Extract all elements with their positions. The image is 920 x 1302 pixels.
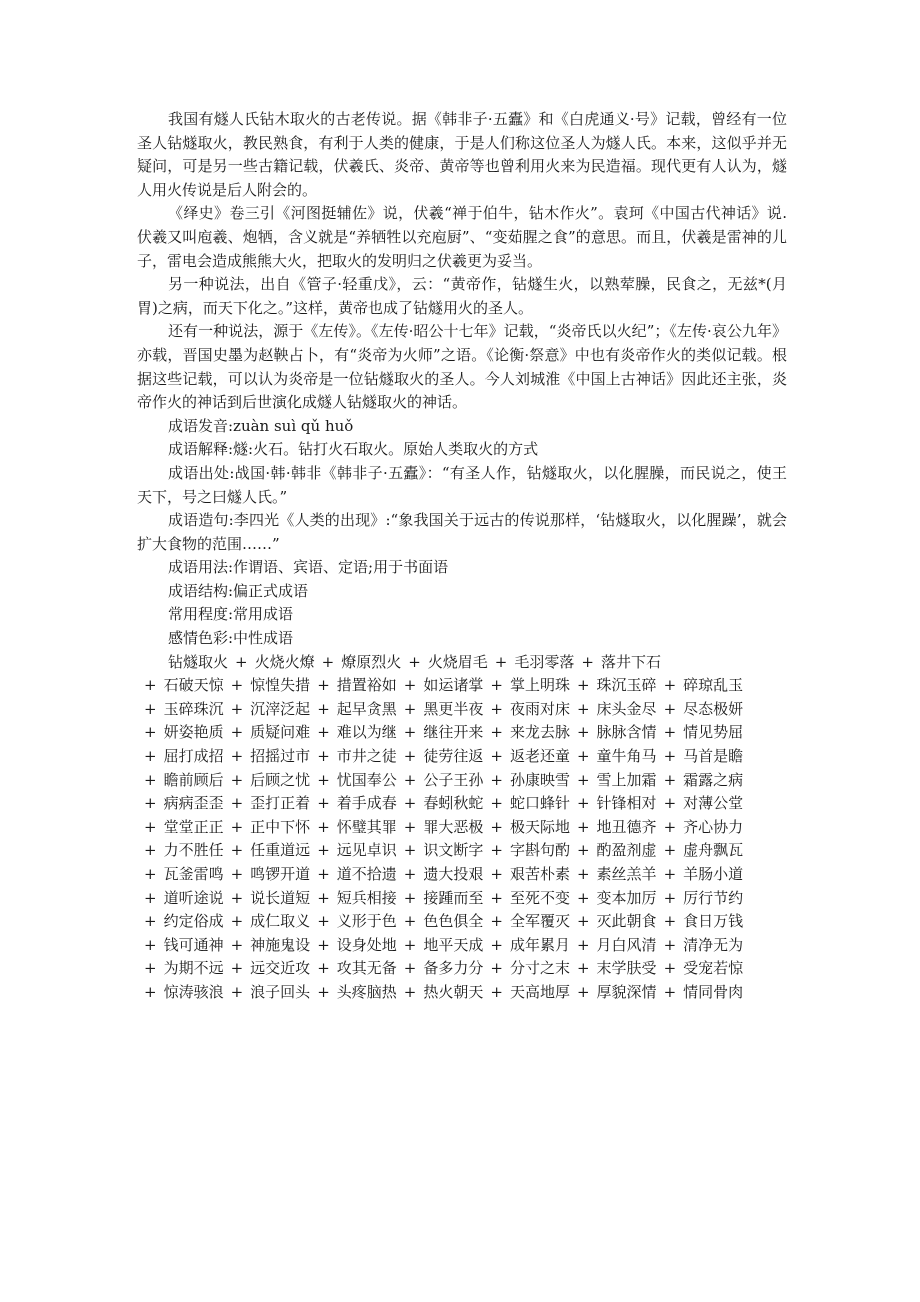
idiom-chain-word: 如运诸掌 <box>423 676 484 695</box>
chain-separator: + <box>144 817 157 836</box>
chain-separator: + <box>576 888 590 907</box>
idiom-chain-word: 后顾之忧 <box>250 770 311 789</box>
idiom-chain-line <box>137 957 787 981</box>
idiom-structure: 成语结构:偏正式成语 <box>168 581 309 600</box>
chain-separator: + <box>490 747 503 766</box>
chain-separator: + <box>663 817 677 836</box>
chain-separator: + <box>144 982 157 1001</box>
chain-separator: + <box>230 817 244 836</box>
chain-separator: + <box>576 723 590 742</box>
idiom-chain-word: 受宠若惊 <box>683 959 744 978</box>
idiom-chain-word: 清净无为 <box>683 935 744 954</box>
idiom-chain-word: 虚舟飘瓦 <box>683 841 744 860</box>
idiom-chain-word: 燎原烈火 <box>341 652 402 671</box>
chain-separator: + <box>403 723 417 742</box>
chain-separator: + <box>576 794 590 813</box>
idiom-chain-word: 黑更半夜 <box>423 699 484 718</box>
paragraph: 《绎史》卷三引《河图挺辅佐》说，伏羲“禅于伯牛，钻木作火”。袁珂《中国古代神话》说.伏羲又叫庖羲、炮牺，含义就是“养牺牲以充庖厨”、“变茹腥之食”的意思。而且，伏羲是雷神的儿子，雷电会造成熊熊大火，把取火的发明归之伏羲更为妥当。 <box>137 204 787 270</box>
chain-separator: + <box>490 770 503 789</box>
chain-separator: + <box>144 959 157 978</box>
idiom-chain-word: 瓦釜雷鸣 <box>163 865 224 883</box>
chain-separator: + <box>317 959 330 978</box>
chain-separator: + <box>317 699 330 718</box>
idiom-chain-word: 任重道远 <box>250 841 311 860</box>
idiom-chain-line <box>137 839 787 863</box>
idiom-chain-word: 病病歪歪 <box>163 794 224 813</box>
chain-separator: + <box>403 770 417 789</box>
idiom-chain-word: 地平天成 <box>423 935 484 954</box>
idiom-chain-word: 厚貌深情 <box>596 982 657 1001</box>
idiom-chain-word: 接踵而至 <box>423 888 484 907</box>
idiom-chain-word: 神施鬼设 <box>250 935 311 954</box>
paragraph: 我国有燧人氏钻木取火的古老传说。据《韩非子·五蠹》和《白虎通义·号》记载，曾经有一位圣人钻燧取火，教民熟食，有利于人类的健康，于是人们称这位圣人为燧人氏。本来，这似乎并无疑问，可是另一些古籍记载，伏羲氏、炎帝、黄帝等也曾利用火来为民造福。现代更有人认为，燧人用火传说是后人附会的。 <box>137 110 787 199</box>
paragraph: 还有一种说法，源于《左传》。《左传·昭公十七年》记载，“炎帝氏以火纪”；《左传·哀公九年》亦载，晋国史墨为赵鞅占卜，有“炎帝为火师”之语。《论衡·祭意》中也有炎帝作火的类似记载。根据这些记载，可以认为炎帝是一位钻燧取火的圣人。今人刘城淮《中国上古神话》因此还主张，炎帝作火的神话到后世演化成燧人钻燧取火的神话。 <box>137 322 787 412</box>
chain-separator: + <box>663 699 677 718</box>
idiom-chain-word: 备多力分 <box>423 959 484 978</box>
idiom-chain-word: 孙康映雪 <box>509 770 570 789</box>
idiom-chain-word: 情同骨肉 <box>683 982 744 1001</box>
chain-separator: + <box>663 888 677 907</box>
idiom-frequency: 常用程度:常用成语 <box>168 605 294 624</box>
chain-separator: + <box>230 888 244 907</box>
idiom-chain-line <box>137 698 787 722</box>
chain-separator: + <box>490 676 503 695</box>
idiom-chain-word: 情见势屈 <box>683 723 744 742</box>
chain-separator: + <box>490 817 503 836</box>
chain-separator: + <box>317 747 330 766</box>
idiom-chain-word: 短兵相接 <box>336 888 397 907</box>
chain-separator: + <box>576 841 590 860</box>
chain-separator: + <box>576 817 590 836</box>
idiom-chain-line <box>137 651 787 675</box>
idiom-chain-line <box>137 934 787 958</box>
chain-separator: + <box>663 747 677 766</box>
chain-separator: + <box>144 865 157 883</box>
idiom-chain-word: 道不拾遗 <box>336 865 397 883</box>
idiom-chain-word: 童牛角马 <box>596 747 657 766</box>
chain-separator: + <box>317 888 330 907</box>
chain-separator: + <box>490 982 503 1001</box>
chain-separator: + <box>230 959 244 978</box>
chain-separator: + <box>403 817 417 836</box>
chain-separator: + <box>403 841 417 860</box>
idiom-chain-line <box>137 887 787 911</box>
idiom-chain-line <box>137 792 787 816</box>
idiom-chain-word: 分寸之末 <box>509 959 570 978</box>
idiom-chain-word: 质疑问难 <box>250 723 311 742</box>
chain-separator: + <box>144 794 157 813</box>
idiom-chain-word: 歪打正着 <box>250 794 311 813</box>
chain-separator: + <box>144 888 157 907</box>
idiom-chain-line <box>137 816 787 840</box>
idiom-chain-word: 灭此朝食 <box>596 912 657 931</box>
chain-separator: + <box>663 676 677 695</box>
idiom-chain-word: 脉脉含情 <box>596 723 657 742</box>
chain-separator: + <box>576 982 590 1001</box>
paragraph: 另一种说法，出自《管子·轻重戊》，云：“黄帝作，钻燧生火，以熟荤臊，民食之，无兹*(月胃)之病，而天下化之。”这样，黄帝也成了钻燧用火的圣人。 <box>137 275 787 317</box>
idiom-chain-line <box>137 721 787 745</box>
idiom-chain-word: 雪上加霜 <box>596 770 657 789</box>
idiom-chain-word: 返老还童 <box>509 747 570 766</box>
chain-separator: + <box>144 912 157 931</box>
idiom-chain-word: 夜雨对床 <box>509 699 570 718</box>
idiom-chain-word: 难以为继 <box>336 723 397 742</box>
chain-separator: + <box>576 865 590 883</box>
idiom-chain-word: 火烧火燎 <box>254 652 315 671</box>
idiom-chain-word: 攻其无备 <box>336 959 397 978</box>
idiom-chain-line <box>137 863 787 887</box>
chain-separator: + <box>403 794 417 813</box>
chain-separator: + <box>403 912 417 931</box>
chain-separator: + <box>317 865 330 883</box>
idiom-chain-word: 毛羽零落 <box>514 652 575 671</box>
idiom-chain-word: 成年累月 <box>509 935 570 954</box>
idiom-chain-word: 设身处地 <box>336 935 397 954</box>
idiom-chain-word: 羊肠小道 <box>683 865 744 883</box>
chain-separator: + <box>403 676 417 695</box>
idiom-chain-word: 成仁取义 <box>250 912 311 931</box>
idiom-chain-word: 起早贪黑 <box>336 699 397 718</box>
chain-separator: + <box>576 959 590 978</box>
chain-separator: + <box>576 676 590 695</box>
chain-separator: + <box>317 982 330 1001</box>
idiom-chain-word: 素丝羔羊 <box>596 865 657 883</box>
idiom-chain-word: 力不胜任 <box>163 841 224 860</box>
idiom-chain-word: 色色俱全 <box>423 912 484 931</box>
idiom-chain-word: 齐心协力 <box>683 817 744 836</box>
idiom-chain-word: 来龙去脉 <box>509 723 570 742</box>
idiom-chain-word: 酌盈剂虚 <box>596 841 657 860</box>
idiom-chain-word: 遗大投艰 <box>423 865 484 883</box>
idiom-chain-word: 远交近攻 <box>250 959 311 978</box>
chain-separator: + <box>576 770 590 789</box>
idiom-chain-word: 为期不远 <box>163 959 224 978</box>
idiom-usage: 成语用法:作谓语、宾语、定语;用于书面语 <box>168 558 449 577</box>
idiom-chain-word: 霜露之病 <box>683 770 744 789</box>
chain-separator: + <box>490 794 503 813</box>
chain-separator: + <box>230 699 244 718</box>
idiom-sentiment: 感情色彩:中性成语 <box>168 629 294 648</box>
chain-separator: + <box>490 912 503 931</box>
idiom-chain-word: 尽态极妍 <box>683 699 744 718</box>
idiom-chain-word: 极天际地 <box>509 817 570 836</box>
chain-separator: + <box>317 912 330 931</box>
chain-separator: + <box>408 652 421 671</box>
idiom-chain-word: 说长道短 <box>250 888 311 907</box>
idiom-chain-word: 天高地厚 <box>509 982 570 1001</box>
chain-separator: + <box>581 652 594 671</box>
chain-separator: + <box>663 912 677 931</box>
idiom-chain-word: 钱可通神 <box>163 935 224 954</box>
chain-separator: + <box>403 747 417 766</box>
idiom-chain-word: 针锋相对 <box>596 794 657 813</box>
chain-separator: + <box>576 747 590 766</box>
idiom-chain-word: 全军覆灭 <box>509 912 570 931</box>
chain-separator: + <box>403 888 417 907</box>
idiom-chain-word: 惊惶失措 <box>250 676 311 695</box>
chain-separator: + <box>403 699 417 718</box>
idiom-chain-word: 地丑德齐 <box>596 817 657 836</box>
idiom-chain-word: 道听途说 <box>163 888 224 907</box>
chain-separator: + <box>490 888 503 907</box>
idiom-chain-word: 月白风清 <box>596 935 657 954</box>
chain-separator: + <box>490 723 503 742</box>
chain-separator: + <box>144 935 157 954</box>
chain-separator: + <box>663 770 677 789</box>
idiom-chain-word: 公子王孙 <box>423 770 484 789</box>
idiom-chain-line <box>137 769 787 793</box>
chain-separator: + <box>403 959 417 978</box>
chain-separator: + <box>663 982 677 1001</box>
chain-separator: + <box>235 652 248 671</box>
chain-separator: + <box>403 865 417 883</box>
idiom-chain-word: 堂堂正正 <box>163 817 224 836</box>
idiom-chain-line <box>137 910 787 934</box>
chain-separator: + <box>317 841 330 860</box>
idiom-chain-word: 末学肤受 <box>596 959 657 978</box>
chain-separator: + <box>576 912 590 931</box>
idiom-chain-word: 识文断字 <box>423 841 484 860</box>
idiom-chain-word: 着手成春 <box>336 794 397 813</box>
idiom-chain-line <box>137 745 787 769</box>
chain-separator: + <box>663 959 677 978</box>
chain-separator: + <box>144 747 157 766</box>
idiom-chain-word: 招摇过市 <box>250 747 311 766</box>
chain-separator: + <box>321 652 335 671</box>
idiom-chain-word: 浪子回头 <box>250 982 311 1001</box>
idiom-chain-word: 妍姿艳质 <box>163 723 224 742</box>
chain-separator: + <box>317 723 330 742</box>
chain-separator: + <box>490 935 503 954</box>
idiom-chain-word: 落井下石 <box>600 652 661 671</box>
chain-separator: + <box>144 770 157 789</box>
chain-separator: + <box>663 935 677 954</box>
chain-separator: + <box>230 747 244 766</box>
chain-separator: + <box>230 865 244 883</box>
chain-separator: + <box>490 699 503 718</box>
chain-separator: + <box>144 723 157 742</box>
idiom-chain-word: 火烧眉毛 <box>427 652 488 671</box>
chain-separator: + <box>663 841 677 860</box>
idiom-chain-word: 屈打成招 <box>163 747 224 766</box>
idiom-example: 成语造句:李四光《人类的出现》:“象我国关于远古的传说那样，‘钻燧取火，以化腥躁’，就会扩大食物的范围……” <box>137 511 787 553</box>
idiom-explanation: 成语解释:燧:火石。钻打火石取火。原始人类取火的方式 <box>168 440 539 459</box>
idiom-chain-word: 市井之徒 <box>336 747 397 766</box>
idiom-chain-word: 食日万钱 <box>683 912 744 931</box>
chain-separator: + <box>490 841 503 860</box>
chain-separator: + <box>230 982 244 1001</box>
idiom-chain-word: 头疼脑热 <box>336 982 397 1001</box>
document-body <box>137 108 787 1005</box>
idiom-chain-word: 沉滓泛起 <box>250 699 311 718</box>
idiom-chain-word: 惊涛骇浪 <box>163 982 224 1001</box>
idiom-chain <box>137 651 787 1005</box>
chain-separator: + <box>230 935 244 954</box>
chain-separator: + <box>403 935 417 954</box>
idiom-chain-word: 正中下怀 <box>250 817 311 836</box>
chain-separator: + <box>663 723 677 742</box>
chain-separator: + <box>576 935 590 954</box>
idiom-chain-word: 床头金尽 <box>596 699 657 718</box>
idiom-chain-word: 字斟句酌 <box>509 841 570 860</box>
chain-separator: + <box>230 770 244 789</box>
idiom-chain-word: 春蚓秋蛇 <box>423 794 484 813</box>
idiom-chain-word: 约定俗成 <box>163 912 224 931</box>
idiom-chain-word: 蛇口蜂针 <box>509 794 570 813</box>
chain-separator: + <box>144 676 157 695</box>
idiom-chain-word: 远见卓识 <box>336 841 397 860</box>
idiom-chain-word: 玉碎珠沉 <box>163 699 224 718</box>
chain-separator: + <box>494 652 508 671</box>
chain-separator: + <box>144 699 157 718</box>
idiom-chain-word: 义形于色 <box>336 912 397 931</box>
idiom-chain-word: 鸣锣开道 <box>250 865 311 883</box>
idiom-chain-word: 怀璧其罪 <box>336 817 397 836</box>
idiom-chain-word: 艰苦朴素 <box>509 865 570 883</box>
chain-separator: + <box>230 841 244 860</box>
idiom-chain-word: 至死不变 <box>509 888 570 907</box>
idiom-chain-word: 继往开来 <box>423 723 484 742</box>
chain-separator: + <box>230 676 244 695</box>
idiom-chain-word: 瞻前顾后 <box>163 770 224 789</box>
chain-separator: + <box>317 817 330 836</box>
idiom-chain-word: 徒劳往返 <box>423 747 484 766</box>
idiom-chain-line <box>137 674 787 698</box>
chain-separator: + <box>230 912 244 931</box>
idiom-chain-word: 罪大恶极 <box>423 817 484 836</box>
idiom-chain-line <box>137 981 787 1005</box>
chain-separator: + <box>230 794 244 813</box>
idiom-chain-word: 珠沉玉碎 <box>596 676 657 695</box>
idiom-chain-word: 措置裕如 <box>336 676 397 695</box>
idiom-chain-word: 钻燧取火 <box>168 652 229 671</box>
idiom-source: 成语出处:战国·韩·韩非《韩非子·五蠹》：“有圣人作，钻燧取火，以化腥臊，而民说之，使王天下，号之曰燧人氏。” <box>137 463 787 506</box>
chain-separator: + <box>663 865 677 883</box>
chain-separator: + <box>144 841 157 860</box>
idiom-chain-word: 厉行节约 <box>683 888 744 907</box>
chain-separator: + <box>403 982 417 1001</box>
idiom-chain-word: 石破天惊 <box>163 676 224 695</box>
chain-separator: + <box>317 935 330 954</box>
idiom-chain-word: 掌上明珠 <box>509 676 570 695</box>
idiom-chain-word: 碎琼乱玉 <box>683 676 744 695</box>
chain-separator: + <box>490 865 503 883</box>
chain-separator: + <box>317 770 330 789</box>
idiom-chain-word: 忧国奉公 <box>336 770 397 789</box>
chain-separator: + <box>230 723 244 742</box>
idiom-pronunciation: 成语发音:zuàn suì qǔ huǒ <box>168 416 354 435</box>
chain-separator: + <box>317 794 330 813</box>
chain-separator: + <box>576 699 590 718</box>
idiom-chain-word: 对薄公堂 <box>683 794 744 813</box>
chain-separator: + <box>663 794 677 813</box>
chain-separator: + <box>317 676 330 695</box>
chain-separator: + <box>490 959 503 978</box>
idiom-chain-word: 马首是瞻 <box>683 747 744 766</box>
idiom-chain-word: 变本加厉 <box>596 888 657 907</box>
idiom-chain-word: 热火朝天 <box>423 982 484 1001</box>
